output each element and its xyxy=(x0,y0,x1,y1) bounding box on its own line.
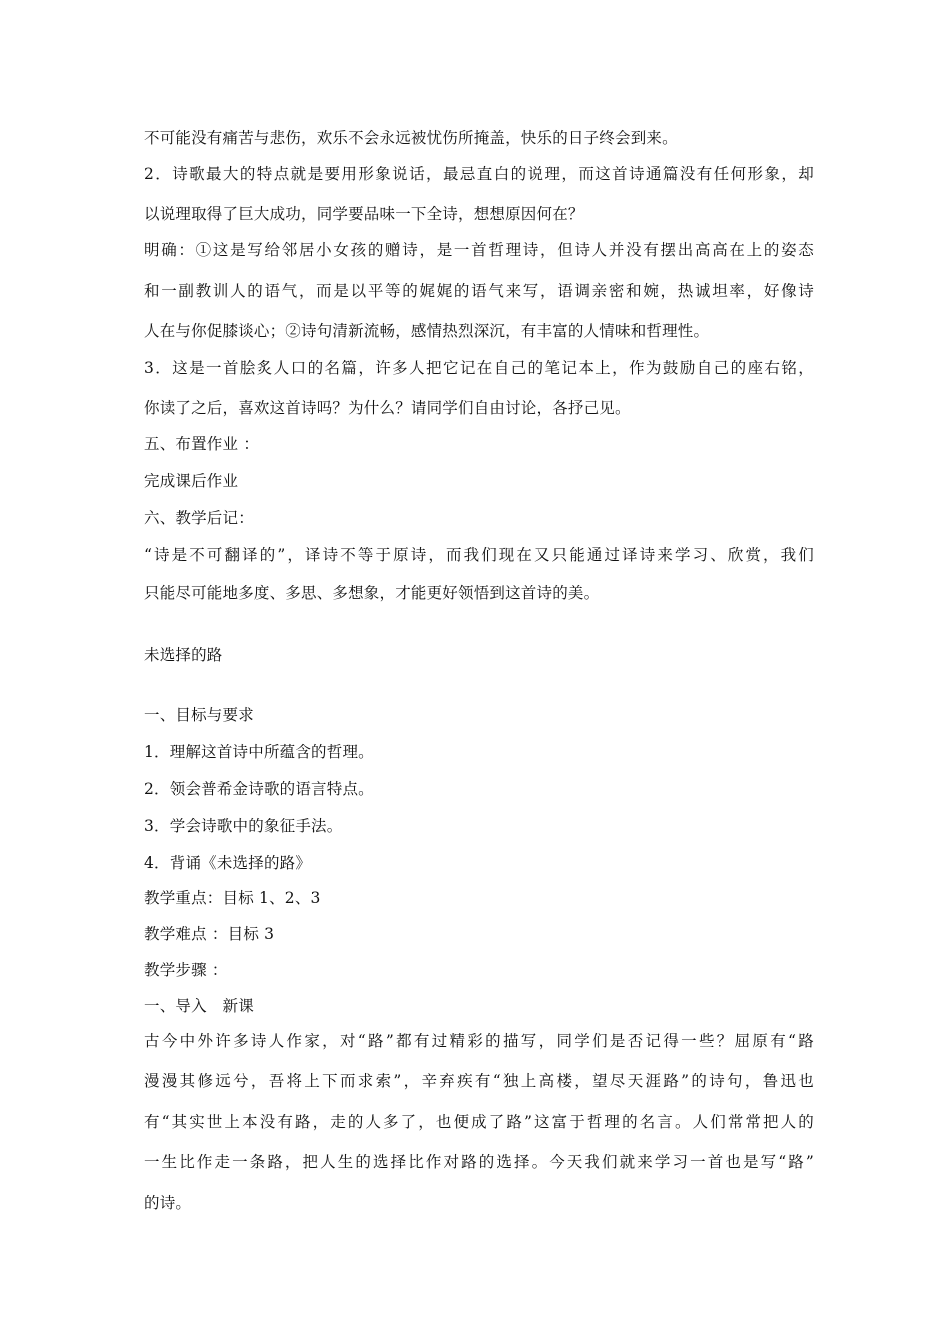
text-line: 你读了之后，喜欢这首诗吗？为什么？请同学们自由讨论，各抒己见。 xyxy=(144,399,631,417)
list-item: 3．学会诗歌中的象征手法。 xyxy=(144,817,343,835)
text-line: 的诗。 xyxy=(144,1194,192,1212)
list-item: 1．理解这首诗中所蕴含的哲理。 xyxy=(144,743,374,761)
text-line: 人在与你促膝谈心；②诗句清新流畅，感情热烈深沉，有丰富的人情味和哲理性。 xyxy=(144,322,710,340)
list-item: 4．背诵《未选择的路》 xyxy=(144,854,312,872)
text-line: 有“其实世上本没有路，走的人多了，也便成了路”这富于哲理的名言。人们常常把人的 xyxy=(144,1113,814,1131)
text-line: 2．诗歌最大的特点就是要用形象说话，最忌直白的说理，而这首诗通篇没有任何形象，却 xyxy=(144,165,814,183)
text-line: 漫漫其修远兮，吾将上下而求索”，辛弃疾有“独上高楼，望尽天涯路”的诗句，鲁迅也 xyxy=(144,1072,814,1090)
text-line: 教学步骤 ： xyxy=(144,961,228,979)
text-line: 不可能没有痛苦与悲伤，欢乐不会永远被忧伤所掩盖，快乐的日子终会到来。 xyxy=(144,129,678,147)
section-heading: 一、导入 新课 xyxy=(144,997,254,1015)
section-heading: 一、目标与要求 xyxy=(144,706,254,724)
text-line: 一生比作走一条路，把人生的选择比作对路的选择。今天我们就来学习一首也是写“路” xyxy=(144,1153,814,1171)
text-line: “诗是不可翻译的”，译诗不等于原诗，而我们现在又只能通过译诗来学习、欣赏，我们 xyxy=(144,546,814,564)
section-heading: 六、教学后记： xyxy=(144,509,254,527)
text-line: 只能尽可能地多度、多思、多想象，才能更好领悟到这首诗的美。 xyxy=(144,584,600,602)
section-heading: 五、布置作业 ： xyxy=(144,435,260,453)
lesson-title: 未选择的路 xyxy=(144,646,223,664)
text-line: 明确：①这是写给邻居小女孩的赠诗，是一首哲理诗，但诗人并没有摆出高高在上的姿态 xyxy=(144,241,814,259)
text-line: 和一副教训人的语气，而是以平等的娓娓的语气来写，语调亲密和婉，热诚坦率，好像诗 xyxy=(144,282,814,300)
text-line: 古今中外许多诗人作家，对“路”都有过精彩的描写，同学们是否记得一些？屈原有“路 xyxy=(144,1032,814,1050)
text-line: 3．这是一首脍炙人口的名篇，许多人把它记在自己的笔记本上，作为鼓励自己的座右铭， xyxy=(144,359,814,377)
text-line: 教学难点 ：目标 3 xyxy=(144,925,275,943)
text-line: 以说理取得了巨大成功，同学要品味一下全诗，想想原因何在？ xyxy=(144,205,584,223)
text-line: 完成课后作业 xyxy=(144,472,239,490)
list-item: 2．领会普希金诗歌的语言特点。 xyxy=(144,780,374,798)
text-line: 教学重点：目标 1、2、3 xyxy=(144,889,321,907)
